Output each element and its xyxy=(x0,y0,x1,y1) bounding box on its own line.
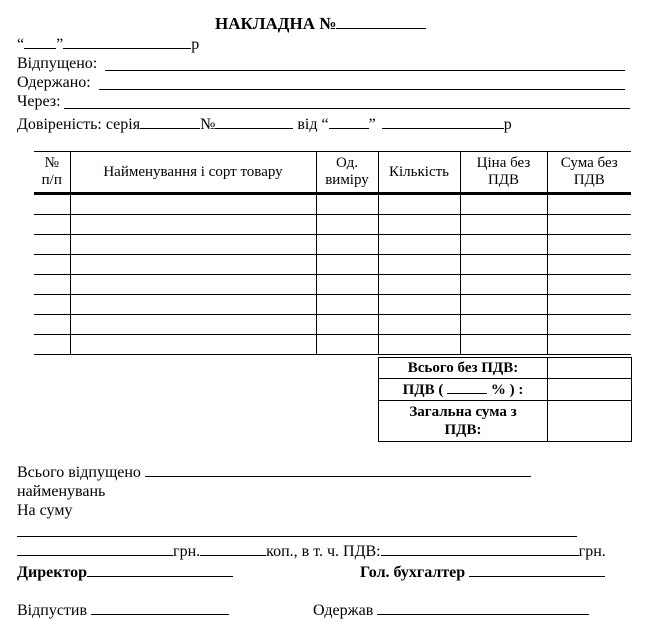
date-line xyxy=(17,35,199,54)
cell-price[interactable] xyxy=(460,255,547,275)
totals-table xyxy=(378,357,632,442)
cell-unit[interactable] xyxy=(316,235,378,255)
table-row xyxy=(34,255,631,275)
total-released-field[interactable] xyxy=(145,463,531,477)
col-sum-header: Сума без ПДВ xyxy=(547,152,631,194)
cell-number[interactable] xyxy=(34,194,70,215)
through-field[interactable] xyxy=(64,108,630,109)
poa-quote-close: ” xyxy=(368,116,376,133)
amount-figures-line xyxy=(17,542,606,561)
poa-number-field[interactable] xyxy=(215,115,293,129)
cell-sum[interactable] xyxy=(547,215,631,235)
table-row xyxy=(34,335,631,355)
chief-accountant-label: Гол. бухгалтер xyxy=(360,564,466,581)
cell-sum[interactable] xyxy=(547,194,631,215)
cell-name[interactable] xyxy=(70,235,316,255)
col-unit-header: Од. виміру xyxy=(316,152,378,194)
released-by-label: Відпустив xyxy=(17,602,88,619)
through-label: Через: xyxy=(17,93,61,110)
uah-label: грн. xyxy=(173,543,201,560)
date-day-field[interactable] xyxy=(24,35,56,49)
amount-words-field[interactable] xyxy=(17,536,577,537)
table-row xyxy=(34,194,631,215)
received-by-line xyxy=(313,601,589,620)
cell-quantity[interactable] xyxy=(378,295,460,315)
cell-name[interactable] xyxy=(70,194,316,215)
cell-price[interactable] xyxy=(460,335,547,355)
date-year-suffix: р xyxy=(191,36,200,53)
cell-number[interactable] xyxy=(34,295,70,315)
cell-quantity[interactable] xyxy=(378,235,460,255)
cell-quantity[interactable] xyxy=(378,215,460,235)
table-header-row xyxy=(34,152,631,194)
uah-field[interactable] xyxy=(17,542,173,556)
power-of-attorney-line xyxy=(17,115,512,134)
kop-field[interactable] xyxy=(200,542,266,556)
date-close-quote: ” xyxy=(56,36,64,53)
col-quantity-header: Кількість xyxy=(378,152,460,194)
cell-name[interactable] xyxy=(70,255,316,275)
cell-unit[interactable] xyxy=(316,315,378,335)
cell-quantity[interactable] xyxy=(378,315,460,335)
cell-unit[interactable] xyxy=(316,215,378,235)
released-field[interactable] xyxy=(105,70,625,71)
released-by-line xyxy=(17,601,229,620)
cell-quantity[interactable] xyxy=(378,194,460,215)
poa-day-field[interactable] xyxy=(329,115,369,129)
director-line xyxy=(17,563,233,582)
title-text: НАКЛАДНА № xyxy=(215,14,337,33)
total-released-label: Всього відпущено xyxy=(17,464,141,481)
poa-year-suffix: р xyxy=(503,116,512,133)
number-sign: № xyxy=(200,116,216,133)
cell-unit[interactable] xyxy=(316,335,378,355)
chief-accountant-line xyxy=(360,563,605,582)
items-count-label: найменувань xyxy=(17,483,106,500)
col-name-header: Найменування і сорт товару xyxy=(70,152,316,194)
cell-name[interactable] xyxy=(70,215,316,235)
cell-quantity[interactable] xyxy=(378,275,460,295)
grand-total-value[interactable] xyxy=(548,401,632,442)
uah-end-label: грн. xyxy=(578,543,606,560)
series-field[interactable] xyxy=(140,115,200,129)
accountant-signature-field[interactable] xyxy=(469,563,605,577)
cell-price[interactable] xyxy=(460,315,547,335)
total-without-vat-label: Всього без ПДВ: xyxy=(379,358,548,379)
goods-table xyxy=(34,151,631,355)
cell-price[interactable] xyxy=(460,275,547,295)
cell-quantity[interactable] xyxy=(378,255,460,275)
received-label: Одержано: xyxy=(17,74,91,91)
cell-unit[interactable] xyxy=(316,295,378,315)
cell-sum[interactable] xyxy=(547,255,631,275)
cell-number[interactable] xyxy=(34,255,70,275)
cell-quantity[interactable] xyxy=(378,335,460,355)
date-open-quote: “ xyxy=(17,36,25,53)
cell-number[interactable] xyxy=(34,215,70,235)
cell-number[interactable] xyxy=(34,335,70,355)
cell-price[interactable] xyxy=(460,295,547,315)
cell-number[interactable] xyxy=(34,235,70,255)
kop-vat-label: коп., в т. ч. ПДВ: xyxy=(266,543,381,560)
col-price-header: Ціна без ПДВ xyxy=(460,152,547,194)
cell-price[interactable] xyxy=(460,235,547,255)
cell-number[interactable] xyxy=(34,275,70,295)
cell-sum[interactable] xyxy=(547,275,631,295)
table-row xyxy=(34,235,631,255)
table-row xyxy=(34,315,631,335)
from-label: від “ xyxy=(297,116,329,133)
total-without-vat-value[interactable] xyxy=(548,358,632,379)
poa-month-field[interactable] xyxy=(382,115,504,129)
released-by-signature-field[interactable] xyxy=(91,601,229,615)
director-signature-field[interactable] xyxy=(87,563,233,577)
vat-amount-field[interactable] xyxy=(381,542,579,556)
cell-unit[interactable] xyxy=(316,194,378,215)
invoice-number-field[interactable] xyxy=(336,15,426,29)
table-row xyxy=(34,275,631,295)
released-label: Відпущено: xyxy=(17,55,98,72)
cell-sum[interactable] xyxy=(547,235,631,255)
received-field[interactable] xyxy=(99,89,625,90)
cell-sum[interactable] xyxy=(547,295,631,315)
col-number-header: № п/п xyxy=(34,152,70,194)
cell-price[interactable] xyxy=(460,194,547,215)
cell-price[interactable] xyxy=(460,215,547,235)
table-row xyxy=(34,295,631,315)
total-released-line xyxy=(17,463,531,482)
received-by-signature-field[interactable] xyxy=(377,601,589,615)
power-of-attorney-label: Довіреність: серія xyxy=(17,116,141,133)
cell-name[interactable] xyxy=(70,275,316,295)
amount-label: На суму xyxy=(17,502,73,519)
cell-unit[interactable] xyxy=(316,255,378,275)
vat-percent-field[interactable] xyxy=(447,380,487,394)
vat-label: ПДВ ( % ) : xyxy=(379,379,548,401)
cell-unit[interactable] xyxy=(316,275,378,295)
received-by-label: Одержав xyxy=(313,602,374,619)
table-row xyxy=(34,215,631,235)
cell-name[interactable] xyxy=(70,335,316,355)
vat-value[interactable] xyxy=(548,379,632,401)
cell-name[interactable] xyxy=(70,315,316,335)
grand-total-label: Загальна сума з ПДВ: xyxy=(379,401,548,442)
cell-number[interactable] xyxy=(34,315,70,335)
cell-sum[interactable] xyxy=(547,335,631,355)
director-label: Директор xyxy=(17,564,87,581)
document-title xyxy=(215,15,426,33)
cell-sum[interactable] xyxy=(547,315,631,335)
cell-name[interactable] xyxy=(70,295,316,315)
date-month-field[interactable] xyxy=(63,35,191,49)
